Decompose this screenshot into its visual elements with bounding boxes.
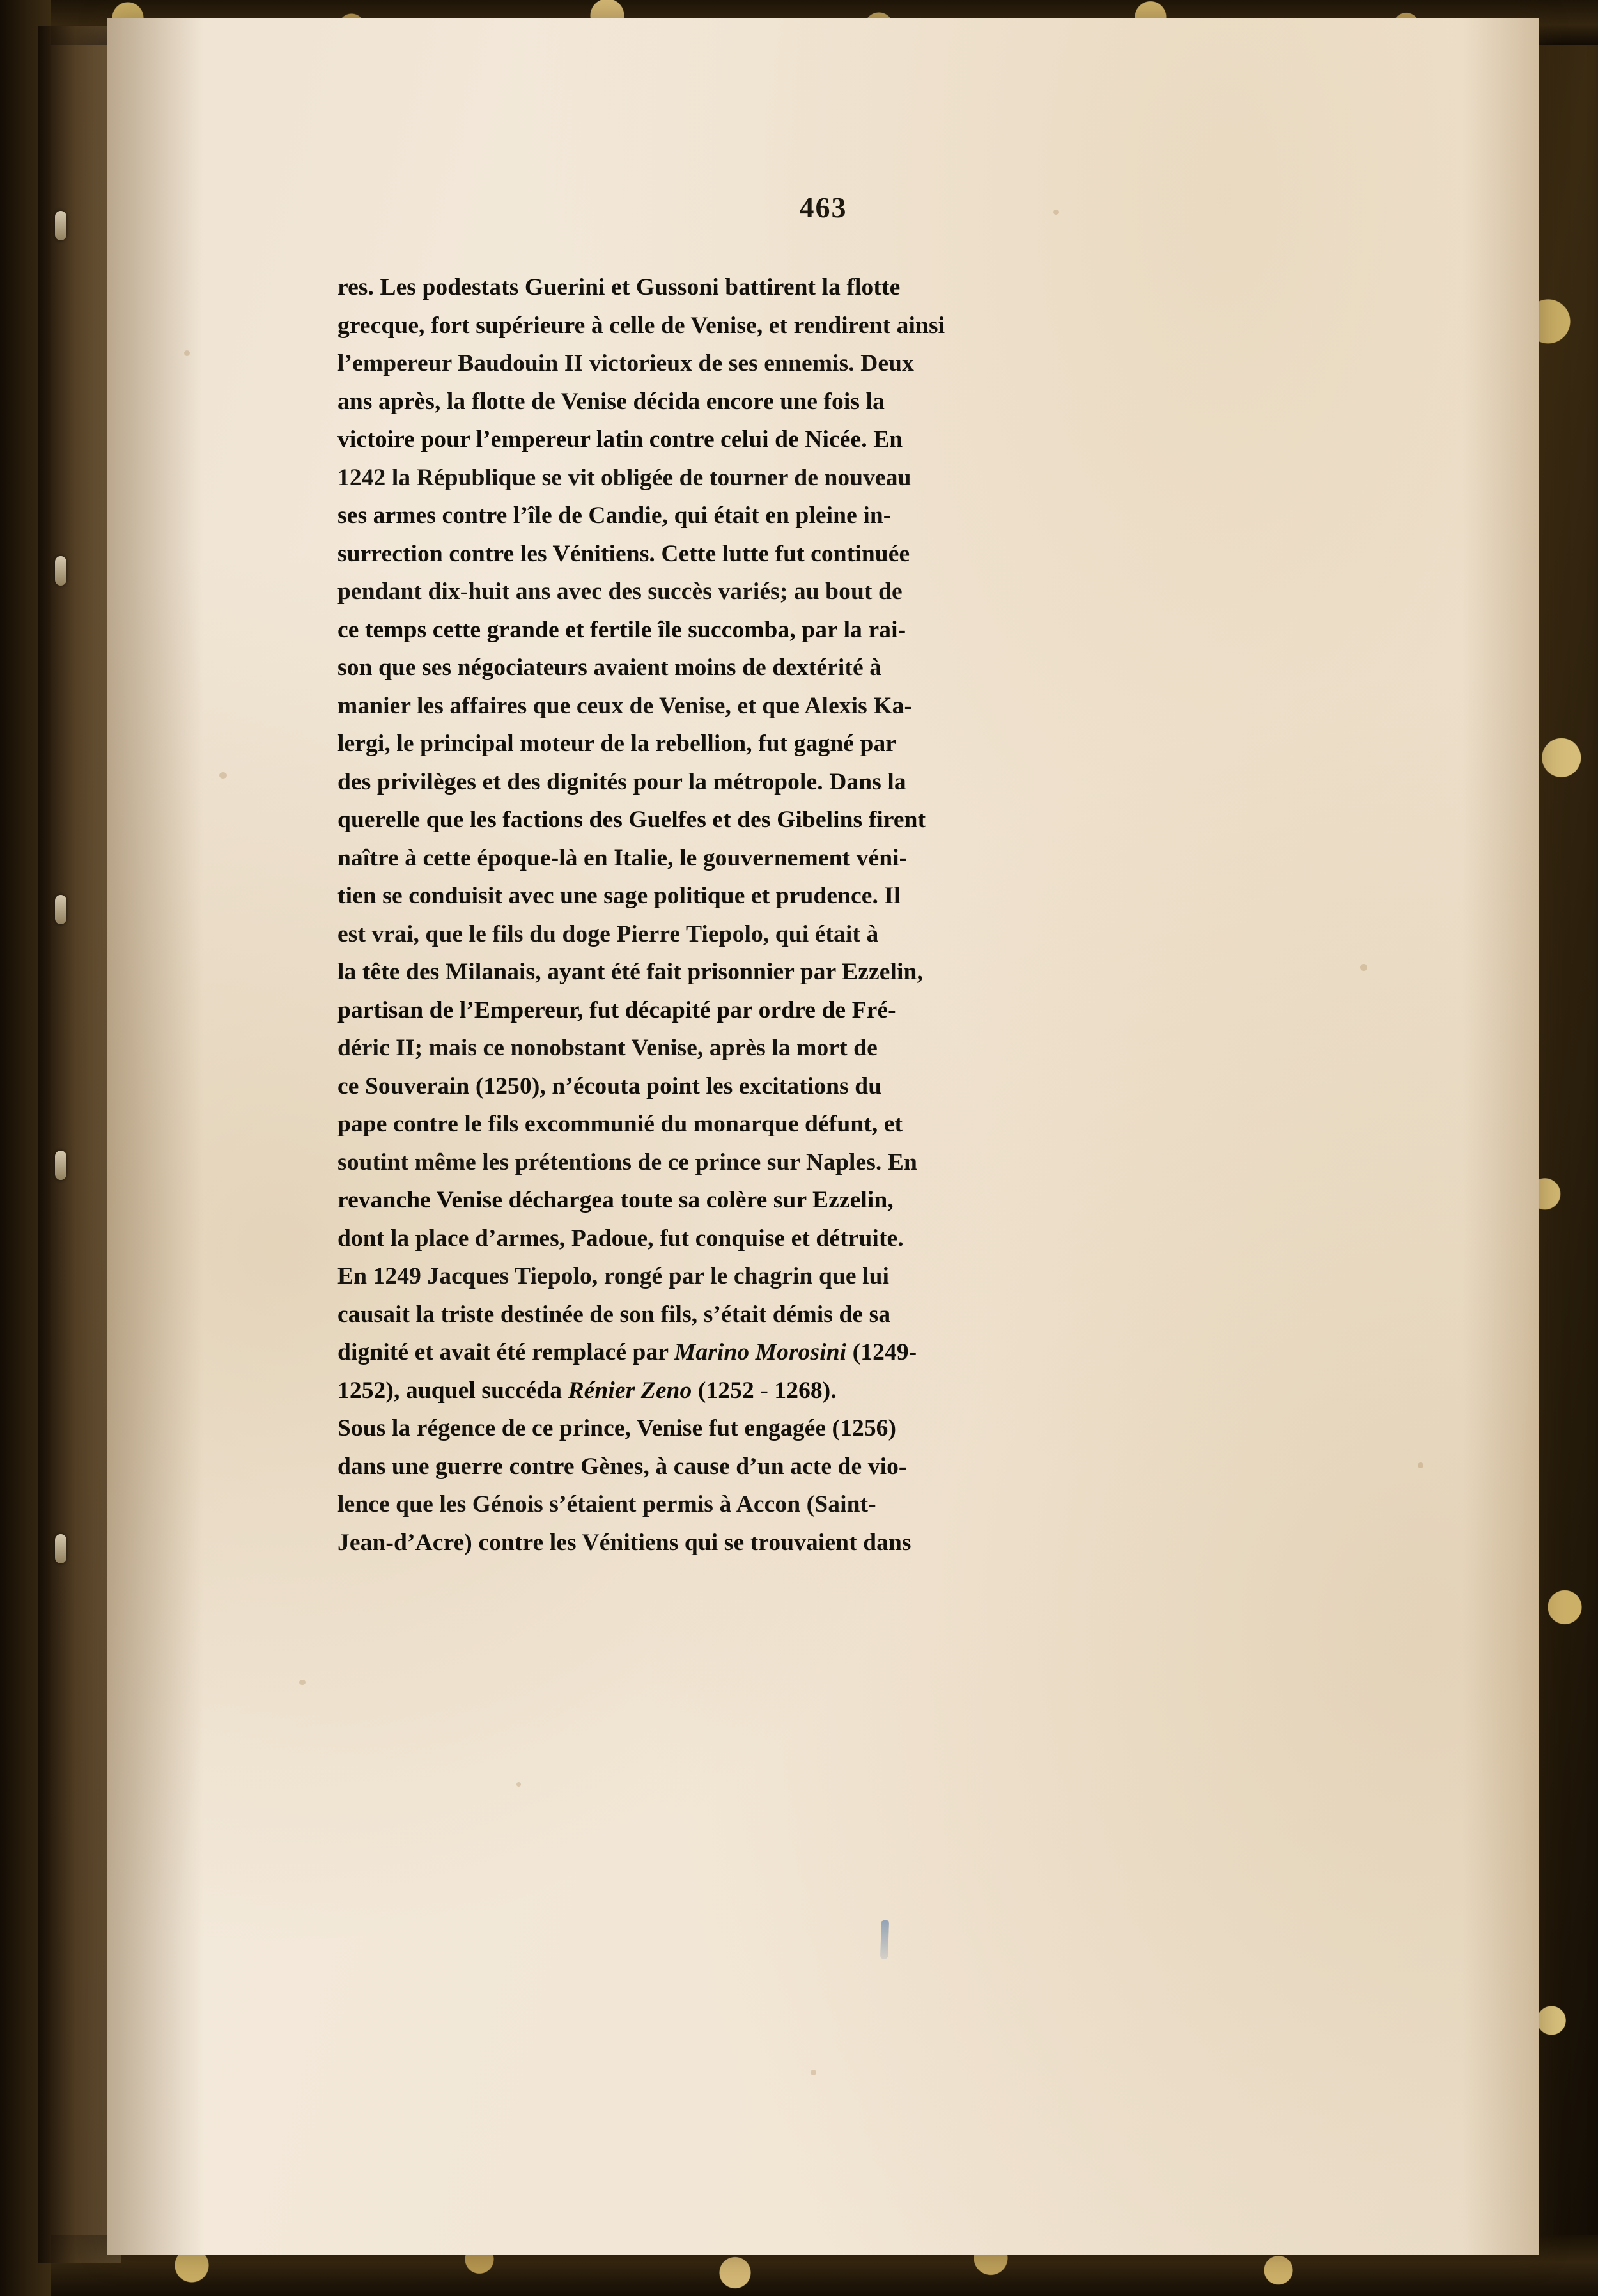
text-line (337, 1220, 1245, 1258)
text-line (337, 1257, 1245, 1296)
binding-stitch (55, 1151, 66, 1180)
text-line (337, 1105, 1245, 1144)
text-run: dignité et avait été remplacé par (337, 1339, 674, 1365)
book-page (107, 18, 1539, 2255)
text-run: la tête des Milanais, ayant été fait prisonnier par Ezzelin, (337, 959, 923, 985)
text-run: partisan de l’Empereur, fut décapité par ordre de Fré- (337, 997, 896, 1023)
text-line (337, 1524, 1245, 1562)
text-run: tien se conduisit avec une sage politique et prudence. Il (337, 883, 901, 909)
text-run: revanche Venise déchargea toute sa colère sur Ezzelin, (337, 1187, 894, 1213)
text-line (337, 497, 1245, 535)
text-run: l’empereur Baudouin II victorieux de ses ennemis. Deux (337, 350, 914, 376)
text-run: dont la place d’armes, Padoue, fut conquise et détruite. (337, 1225, 904, 1252)
italic-name: Rénier Zeno (568, 1377, 692, 1404)
text-line (337, 383, 1245, 421)
text-line (337, 687, 1245, 725)
binding-stitch (55, 1534, 66, 1563)
text-line (337, 611, 1245, 649)
binding-stitch (55, 211, 66, 240)
text-run: son que ses négociateurs avaient moins de dextérité à (337, 655, 882, 681)
text-run: ce temps cette grande et fertile île succomba, par la rai- (337, 616, 906, 643)
text-line (337, 1181, 1245, 1220)
text-run: pendant dix-huit ans avec des succès variés; au bout de (337, 578, 903, 605)
text-run: surrection contre les Vénitiens. Cette lutte fut continuée (337, 540, 910, 567)
text-run: Jean-d’Acre) contre les Vénitiens qui se trouvaient dans (337, 1529, 911, 1556)
text-run: ses armes contre l’île de Candie, qui était en pleine in- (337, 502, 892, 529)
text-line (337, 1372, 1245, 1410)
text-run: naître à cette époque-là en Italie, le gouvernement véni- (337, 844, 908, 871)
text-run: victoire pour l’empereur latin contre celui de Nicée. En (337, 426, 903, 453)
page-right-shading (1462, 18, 1539, 2255)
text-line (337, 991, 1245, 1030)
text-line (337, 877, 1245, 915)
text-run: (1249- (846, 1339, 917, 1365)
text-line (337, 1409, 1245, 1448)
text-line (337, 839, 1245, 878)
binding-stitch (55, 556, 66, 586)
text-run: (1252 - 1268). (692, 1377, 837, 1404)
text-run: Sous la régence de ce prince, Venise fut engagée (1256) (337, 1415, 897, 1441)
text-run: lence que les Génois s’étaient permis à Accon (Saint- (337, 1491, 876, 1517)
text-line (337, 801, 1245, 839)
page-left-shading (107, 18, 203, 2255)
page-body-text (337, 268, 1245, 1562)
text-line (337, 459, 1245, 497)
text-line (337, 1029, 1245, 1067)
text-run: des privilèges et des dignités pour la métropole. Dans la (337, 768, 906, 795)
text-run: causait la triste destinée de son fils, s’était démis de sa (337, 1301, 891, 1328)
text-run: déric II; mais ce nonobstant Venise, après la mort de (337, 1035, 878, 1061)
text-run: pape contre le fils excommunié du monarque défunt, et (337, 1111, 903, 1137)
text-run: 1252), auquel succéda (337, 1377, 568, 1404)
text-run: soutint même les prétentions de ce prince sur Naples. En (337, 1149, 917, 1175)
text-line (337, 725, 1245, 763)
text-line (337, 915, 1245, 954)
text-line (337, 1144, 1245, 1182)
text-run: grecque, fort supérieure à celle de Venise, et rendirent ainsi (337, 312, 945, 339)
text-line (337, 268, 1245, 307)
text-line (337, 1296, 1245, 1334)
binding-stitch (55, 895, 66, 924)
ink-mark-annotation (880, 1920, 889, 1959)
text-line (337, 763, 1245, 802)
text-run: lergi, le principal moteur de la rebellion, fut gagné par (337, 731, 897, 757)
text-run: ans après, la flotte de Venise décida encore une fois la (337, 388, 885, 415)
text-line (337, 1333, 1245, 1372)
text-run: dans une guerre contre Gènes, à cause d’un acte de vio- (337, 1453, 907, 1480)
text-line (337, 345, 1245, 383)
text-run: res. Les podestats Guerini et Gussoni battirent la flotte (337, 274, 901, 300)
italic-name: Marino Morosini (674, 1339, 847, 1365)
text-run: 1242 la République se vit obligée de tourner de nouveau (337, 464, 911, 491)
text-line (337, 535, 1245, 573)
text-line (337, 307, 1245, 345)
text-line (337, 953, 1245, 991)
text-line (337, 1485, 1245, 1524)
text-line (337, 1448, 1245, 1486)
text-line (337, 649, 1245, 687)
page-number: 463 (799, 191, 848, 224)
text-run: En 1249 Jacques Tiepolo, rongé par le chagrin que lui (337, 1263, 890, 1289)
text-run: querelle que les factions des Guelfes et des Gibelins firent (337, 807, 926, 833)
text-line (337, 1067, 1245, 1106)
text-line (337, 573, 1245, 611)
text-run: manier les affaires que ceux de Venise, et que Alexis Ka- (337, 692, 913, 719)
text-line (337, 421, 1245, 459)
text-run: est vrai, que le fils du doge Pierre Tiepolo, qui était à (337, 920, 879, 947)
text-run: ce Souverain (1250), n’écouta point les excitations du (337, 1073, 882, 1099)
